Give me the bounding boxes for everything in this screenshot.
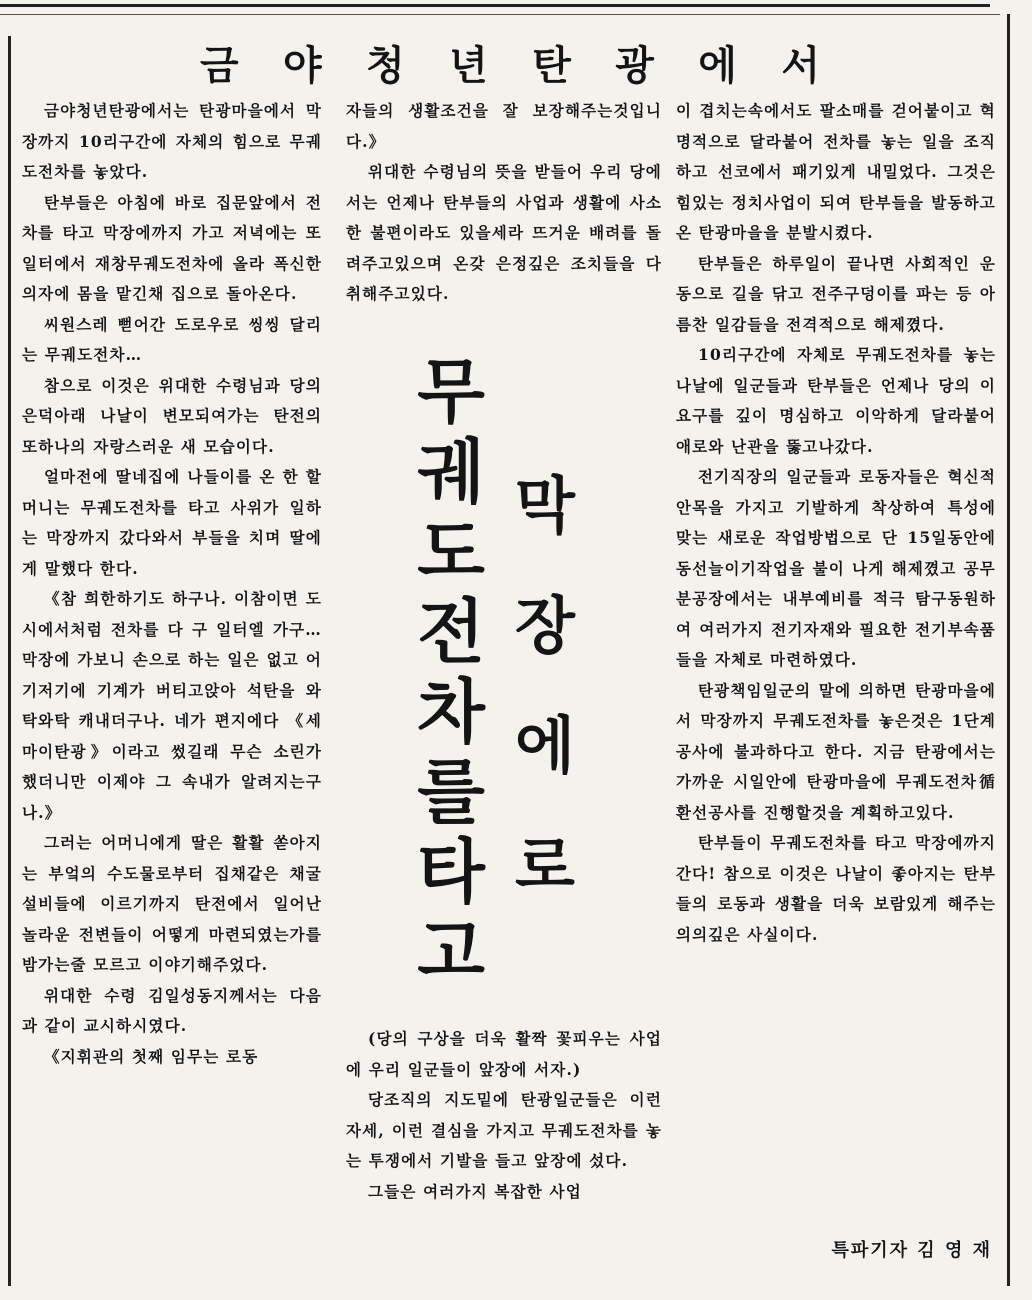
big-title-char: 로 [515, 829, 575, 902]
paragraph: 탄부들이 무궤도전차를 타고 막장에까지 간다! 참으로 이것은 나날이 좋아지는 탄부들의 로동과 생활을 더욱 보람있게 해주는 의의깊은 사실이다. [676, 833, 996, 944]
top-rule [0, 4, 990, 7]
paragraph: 탄부들은 아침에 바로 집문앞에서 전차를 타고 막장에까지 가고 저녁에는 또 일터에서 재창무궤도전차에 올라 폭신한 의자에 몸을 맡긴채 집으로 돌아온다. [22, 192, 322, 303]
paragraph: 그러는 어머니에게 딸은 활활 쏟아지는 부엌의 수도물로부터 집채같은 채굴설비들에 이르기까지 탄전에서 일어난 놀라운 전변들이 어떻게 마련되였는가를 밤가는줄 모르고 이야기해주었다. [22, 833, 322, 974]
paragraph: 《지휘관의 첫째 임무는 로동 [44, 1046, 259, 1066]
article-column-3 [676, 96, 996, 950]
big-title-char: 고 [417, 911, 485, 993]
byline: 특파기자 김 영 재 [831, 1240, 992, 1261]
big-title-char: 궤 [417, 431, 485, 513]
headline [200, 30, 820, 94]
headline-char: 야 [283, 42, 322, 89]
paragraph: 참으로 이것은 위대한 수령님과 당의 은덕아래 나날이 변모되여가는 탄전의 또하나의 자랑스러운 새 모습이다. [22, 375, 322, 456]
paragraph: 10리구간에 자체로 무궤도전차를 놓는 나날에 일군들과 탄부들은 언제나 당의 이 요구를 깊이 명심하고 이악하게 달라붙어 애로와 난관을 뚫고나갔다. [676, 345, 996, 456]
big-title-char: 전 [417, 591, 485, 673]
article-column-2-top [346, 96, 662, 310]
big-title-char: 를 [417, 751, 485, 833]
big-title-char: 막 [515, 469, 575, 542]
paragraph: 《참 희한하기도 하구나. 이참이면 도시에서처럼 전차를 다 구 일터엘 가구… 막장에 가보니 손으로 하는 일은 없고 어기저기에 기계가 버티고앉아 석탄을 와탁와탁 캐내더구나. 네가 편지에다 《세마이탄광》이라고 썼길래 무슨 소린가 했더니만 이제야 그 속내가 알려지는구나.》 [22, 589, 322, 822]
top-rule-thin [0, 14, 1000, 15]
left-border [8, 36, 11, 1286]
big-title-char: 에 [515, 709, 575, 782]
paragraph: 위대한 수령님의 뜻을 받들어 우리 당에서는 언제나 탄부들의 사업과 생활에 사소한 불편이라도 있을세라 뜨거운 배려를 돌려주고있으며 온갖 은정깊은 조치들을 다 취해주고있다. [346, 162, 662, 303]
big-title-char: 무 [417, 351, 485, 433]
big-title-line-1 [408, 352, 494, 992]
paragraph: 이 겹치는속에서도 팔소매를 걷어붙이고 혁명적으로 달라붙어 전차를 놓는 일을 조직하고 선코에서 패기있게 내밀었다. 그것은 힘있는 정치사업이 되여 탄부들을 발동하고 온 탄광마을을 분발시켰다. [676, 101, 996, 242]
big-title-char: 도 [417, 511, 485, 593]
right-border [1007, 14, 1010, 1286]
paragraph: 씨원스레 뻗어간 도로우로 씽씽 달리는 무궤도전차… [22, 314, 322, 364]
paragraph: 자들의 생활조건을 잘 보장해주는것입니다.》 [346, 101, 662, 151]
headline-char: 청 [366, 42, 405, 89]
headline-char: 광 [615, 42, 654, 89]
paragraph: 당조직의 지도밑에 탄광일군들은 이런 자세, 이런 결심을 가지고 무궤도전차를 놓는 투쟁에서 기발을 들고 앞장에 섰다. [346, 1090, 662, 1170]
paragraph: 탄부들은 하루일이 끝나면 사회적인 운동으로 길을 닦고 전주구덩이를 파는 등 아름찬 일감들을 전격적으로 해제꼈다. [676, 253, 996, 334]
big-title-line-2 [502, 446, 588, 926]
paragraph: 그들은 여러가지 복잡한 사업 [368, 1181, 582, 1201]
article-column-1 [22, 96, 322, 1072]
big-title-char: 장 [515, 589, 575, 662]
paragraph: 전기직장의 일군들과 로동자들은 혁신적안목을 가지고 기발하게 착상하여 특성에 맞는 새로운 작업방법으로 단 15일동안에 동선늘이기작업을 불이 나게 해제꼈고 공무분공장에서는 내부예비를 적극 탐구동원하여 여러가지 전기자재와 필요한 전기부속품들을 자체로 마련하였다. [676, 467, 996, 669]
headline-char: 탄 [532, 42, 571, 89]
headline-char: 서 [781, 42, 820, 89]
paragraph: 얼마전에 딸네집에 나들이를 온 한 할머니는 무궤도전차를 타고 사위가 일하는 막장까지 갔다와서 부들을 치며 딸에게 말했다 한다. [22, 467, 322, 578]
paragraph: 탄광책임일군의 말에 의하면 탄광마을에서 막장까지 무궤도전차를 놓은것은 1단계공사에 불과하다고 한다. 지금 탄광에서는 가까운 시일안에 탄광마을에 무궤도전차循환선공사를 진행할것을 계획하고있다. [676, 680, 996, 822]
big-title-char: 차 [417, 671, 485, 753]
paragraph: 위대한 수령 김일성동지께서는 다음과 같이 교시하시였다. [22, 985, 322, 1035]
headline-char: 금 [200, 42, 239, 89]
article-column-2-bottom [346, 1024, 662, 1207]
big-title-char: 타 [417, 831, 485, 913]
headline-char: 에 [698, 42, 737, 89]
paragraph: 금야청년탄광에서는 탄광마을에서 막장까지 10리구간에 자체의 힘으로 무궤도전차를 놓았다. [22, 101, 322, 181]
paragraph: (당의 구상을 더욱 활짝 꽃피우는 사업에 우리 일군들이 앞장에 서자.) [346, 1029, 662, 1079]
headline-char: 년 [449, 42, 488, 89]
